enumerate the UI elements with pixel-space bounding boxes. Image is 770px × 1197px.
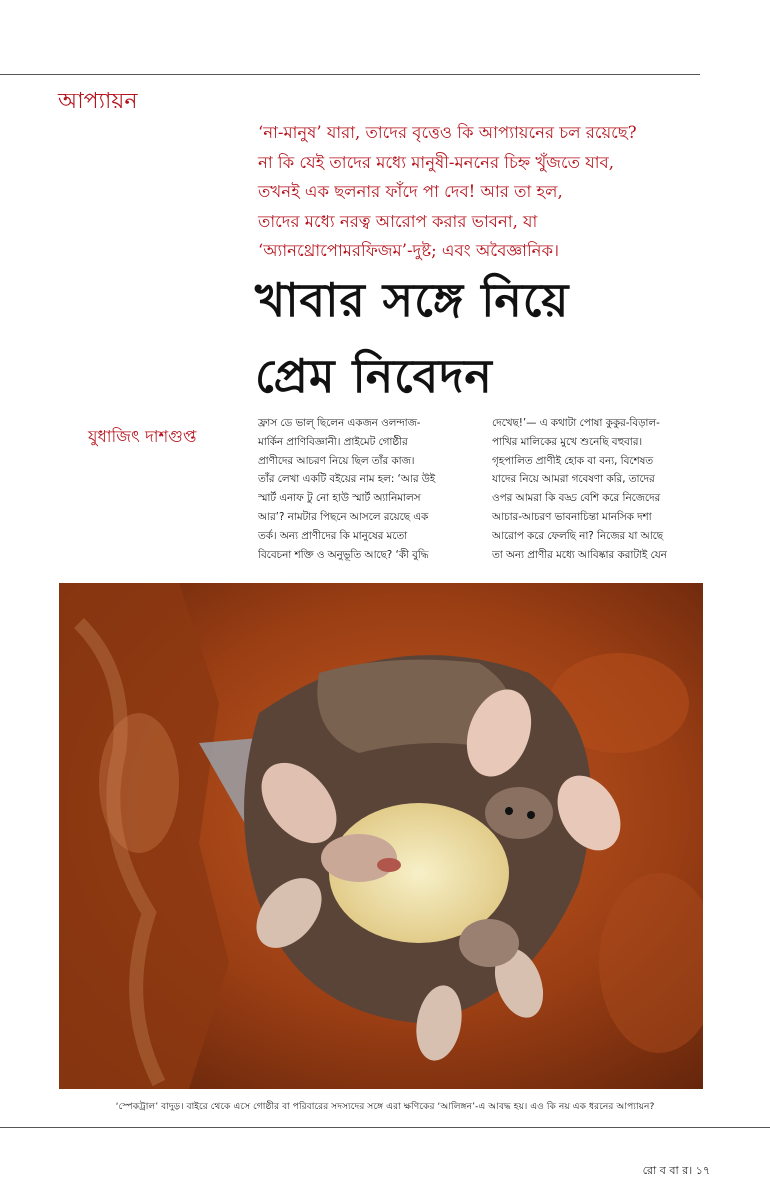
- article-headline: [255, 262, 755, 414]
- section-label: আপ্যায়ন: [58, 89, 138, 114]
- body-line: যাদের নিয়ে আমরা গবেষণা করি, তাদের: [492, 473, 655, 486]
- intro-standfirst: [258, 118, 728, 266]
- headline-line-2: প্রেম নিবেদন: [255, 349, 493, 403]
- photo-caption: ‘স্পেকট্রাল’ বাদুড়। বাইরে থেকে এসে গোষ্ঠীর বা পরিবারের সদস্যদের সঙ্গে এরা ক্ষণিকের ‘আলিঙ্গন’-এ আবদ্ধ হয়। এও কি নয় এক ধরনের আপ্যায়ন?: [115, 1101, 655, 1112]
- body-line: প্রাণীদের আচরণ নিয়ে ছিল তাঁর কাজ।: [258, 454, 415, 467]
- bat-photo: [59, 583, 703, 1089]
- bottom-rule: [0, 1127, 770, 1128]
- intro-line: তাদের মধ্যে নরত্ব আরোপ করার ভাবনা, যা: [258, 211, 538, 231]
- body-line: দেখেছ!’— এ কথাটা পোষা কুকুর-বিড়াল-: [492, 417, 660, 429]
- body-line: আচার-আচরণ ভাবনাচিন্তা মানসিক দশা: [492, 510, 652, 523]
- body-line: ওপর আমরা কি বড্ড বেশি করে নিজেদের: [492, 492, 661, 505]
- body-column-2: [492, 414, 704, 564]
- intro-line: না কি যেই তাদের মধ্যে মানুষী-মননের চিহ্ন খুঁজতে যাব,: [258, 152, 614, 172]
- body-line: স্মার্ট এনাফ টু নো হাউ স্মার্ট অ্যানিমালস: [258, 492, 421, 505]
- top-rule: [0, 74, 700, 75]
- body-column-1: [258, 414, 470, 564]
- bat-illustration: [59, 583, 703, 1089]
- page-folio: রো ব বা র। ১৭: [642, 1164, 710, 1177]
- author-byline: যুধাজিৎ দাশগুপ্ত: [88, 427, 197, 446]
- body-line: আর’? নামটার পিছনে আসলে রয়েছে এক: [258, 510, 429, 523]
- intro-line: তখনই এক ছলনার ফাঁদে পা দেব! আর তা হল,: [258, 182, 563, 201]
- body-line: আরোপ করে ফেলছি না? নিজের যা আছে: [492, 529, 664, 542]
- body-line: তর্ক। অন্য প্রাণীদের কি মানুষের মতো: [258, 529, 408, 542]
- headline-line-1: খাবার সঙ্গে নিয়ে: [255, 273, 570, 327]
- body-line: পাখির মালিকের মুখে শুনেছি বহুবার।: [492, 435, 643, 448]
- body-line: গৃহপালিত প্রাণীই হোক বা বন্য, বিশেষত: [492, 454, 653, 467]
- body-line: ফ্রাস ডে ভাল্ ছিলেন একজন ওলন্দাজ-: [258, 417, 421, 429]
- intro-line: ‘অ্যানথ্রোপোমরফিজম’-দুষ্ট; এবং অবৈজ্ঞানিক।: [258, 241, 559, 260]
- body-line: তা অন্য প্রাণীর মধ্যে আবিষ্কার করাটাই যেন: [492, 548, 667, 561]
- intro-line: ‘না-মানুষ’ যারা, তাদের বৃত্তেও কি আপ্যায়নের চল রয়েছে?: [258, 123, 637, 142]
- body-line: বিবেচনা শক্তি ও অনুভূতি আছে? ‘কী বুদ্ধি: [258, 548, 429, 561]
- body-line: তাঁর লেখা একটি বইয়ের নাম হল: ‘আর উই: [258, 473, 436, 486]
- body-line: মার্কিন প্রাণিবিজ্ঞানী। প্রাইমেট গোষ্ঠীর: [258, 435, 408, 448]
